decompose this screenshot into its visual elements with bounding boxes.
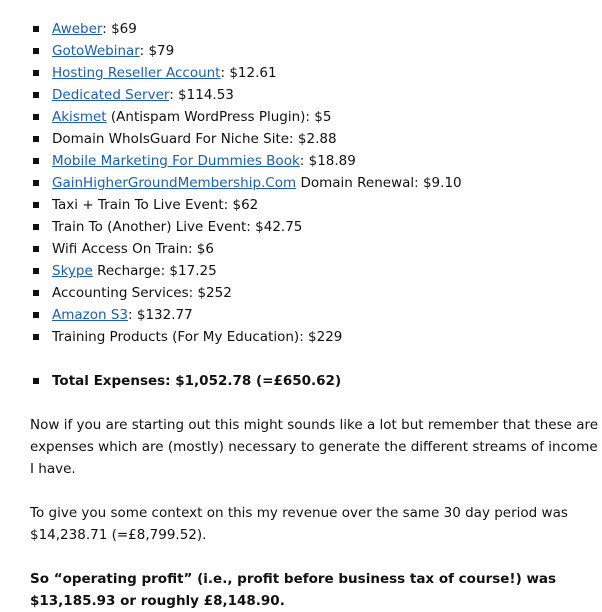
aweber-link[interactable]: Aweber [52, 21, 103, 37]
expense-item-hosting-reseller [30, 62, 602, 84]
expense-item-whoisguard [30, 128, 602, 150]
expense-amount: Domain Renewal: $9.10 [296, 175, 462, 191]
paragraph-revenue: To give you some context on this my revenue over the same 30 day period was $14,238.71 (=£8,799.52). [30, 505, 568, 543]
expense-text: Wifi Access On Train: $6 [52, 241, 214, 257]
bullet-icon [33, 312, 39, 318]
bullet-icon [33, 378, 39, 384]
bullet-icon [33, 180, 39, 186]
expense-amount: : $132.77 [128, 307, 193, 323]
expense-text: Domain WhoIsGuard For Niche Site: $2.88 [52, 131, 337, 147]
paragraph-expenses-note: Now if you are starting out this might sounds like a lot but remember that these are expenses which are (mostly) necessary to generate the different streams of income I have. [30, 417, 599, 477]
expense-item-dedicated-server [30, 84, 602, 106]
expense-amount: : $69 [102, 21, 137, 37]
bullet-icon [33, 26, 39, 32]
total-list [30, 370, 602, 392]
bullet-icon [33, 290, 39, 296]
total-expenses-item [30, 370, 602, 392]
expense-item-amazon-s3 [30, 304, 602, 326]
gainhigherground-link[interactable]: GainHigherGroundMembership.Com [52, 175, 297, 191]
expense-text: Train To (Another) Live Event: $42.75 [52, 219, 303, 235]
hosting-reseller-account-link[interactable]: Hosting Reseller Account [52, 65, 221, 81]
expense-text: Training Products (For My Education): $229 [52, 329, 343, 345]
expense-amount: Recharge: $17.25 [92, 263, 217, 279]
expense-item-mobile-marketing-book [30, 150, 602, 172]
akismet-link[interactable]: Akismet [52, 109, 107, 125]
bullet-icon [33, 202, 39, 208]
expense-item-skype [30, 260, 602, 282]
expense-item-accounting [30, 282, 602, 304]
bullet-icon [33, 268, 39, 274]
bullet-icon [33, 224, 39, 230]
bullet-icon [33, 48, 39, 54]
bullet-icon [33, 158, 39, 164]
expense-amount: (Antispam WordPress Plugin): $5 [106, 109, 332, 125]
bullet-icon [33, 334, 39, 340]
expense-item-gainhigherground [30, 172, 602, 194]
expense-text: Accounting Services: $252 [52, 285, 232, 301]
expense-amount: : $79 [139, 43, 175, 59]
bullet-icon [33, 92, 39, 98]
gotowebinar-link[interactable]: GotoWebinar [52, 43, 140, 59]
expense-item-wifi [30, 238, 602, 260]
dedicated-server-link[interactable]: Dedicated Server [52, 87, 170, 103]
bullet-icon [33, 136, 39, 142]
bullet-icon [33, 114, 39, 120]
expense-item-aweber [30, 18, 602, 40]
expense-item-train-another [30, 216, 602, 238]
paragraph-operating-profit: So “operating profit” (i.e., profit before business tax of course!) was $13,185.93 or roughly £8,148.90. [30, 571, 557, 609]
skype-link[interactable]: Skype [52, 263, 93, 279]
expense-item-training-products [30, 326, 602, 348]
expense-amount: : $18.89 [299, 153, 356, 169]
expense-item-taxi-train [30, 194, 602, 216]
mobile-marketing-book-link[interactable]: Mobile Marketing For Dummies Book [52, 153, 300, 169]
total-expenses-text: Total Expenses: $1,052.78 (=£650.62) [52, 373, 342, 389]
bullet-icon [33, 246, 39, 252]
expense-amount: : $114.53 [169, 87, 234, 103]
expense-item-gotowebinar [30, 40, 602, 62]
expense-item-akismet [30, 106, 602, 128]
expense-text: Taxi + Train To Live Event: $62 [52, 197, 259, 213]
expense-list [30, 18, 602, 348]
bullet-icon [33, 70, 39, 76]
amazon-s3-link[interactable]: Amazon S3 [52, 307, 129, 323]
expense-amount: : $12.61 [220, 65, 277, 81]
